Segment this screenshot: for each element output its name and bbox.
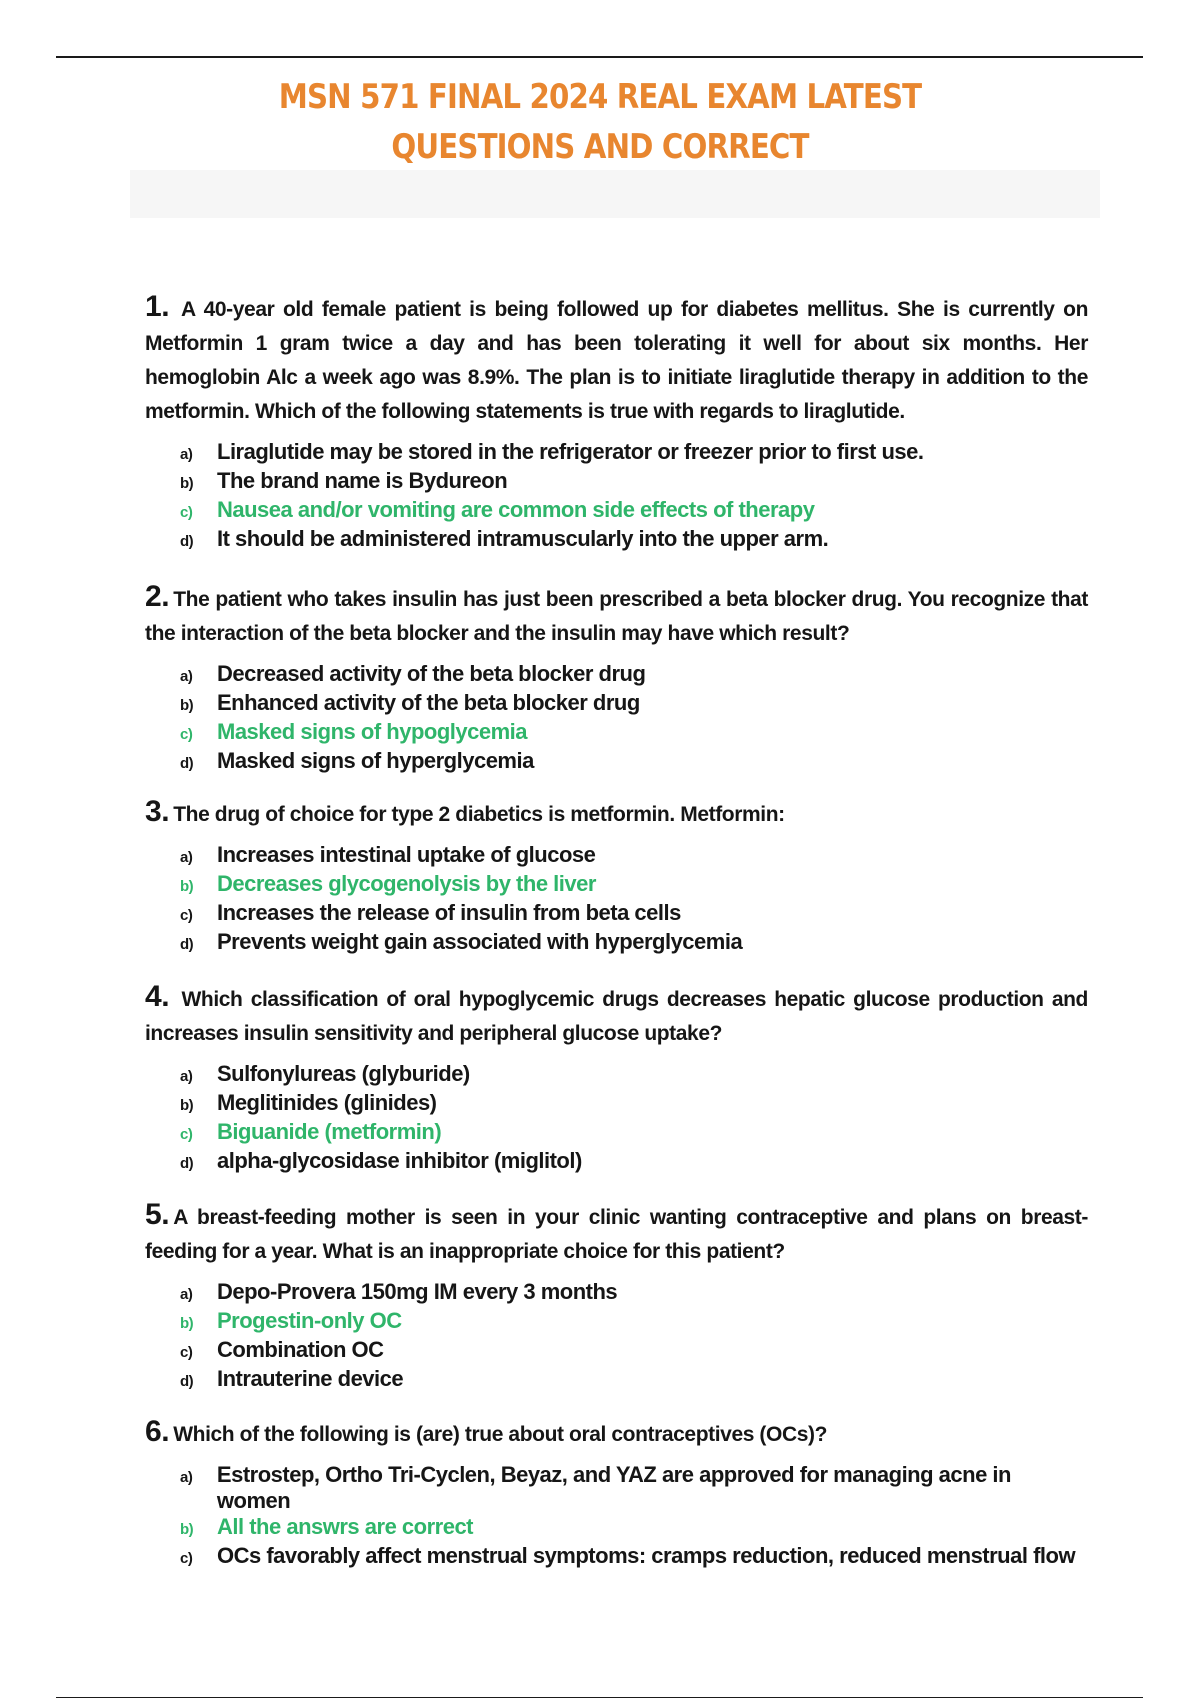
title-line-1: MSN 571 FINAL 2024 REAL EXAM LATEST QUESTIONS AND CORRECT	[278, 77, 922, 167]
option-letter: a)	[180, 1469, 193, 1486]
question-3-option-b-correct	[180, 871, 1088, 900]
question-6-options	[180, 1462, 1088, 1572]
option-letter: d)	[180, 936, 194, 953]
question-6-text: Which of the following is (are) true about oral contraceptives (OCs)?	[173, 1423, 828, 1446]
option-text: Progestin-only OC	[217, 1308, 402, 1333]
option-text: Combination OC	[217, 1337, 384, 1362]
question-1-option-a	[180, 439, 1088, 468]
bottom-rule	[56, 1697, 1143, 1698]
option-letter: d)	[180, 533, 194, 550]
option-letter: b)	[180, 1521, 194, 1538]
question-5-text: A breast-feeding mother is seen in your clinic wanting contraceptive and plans on breast-feeding for a year. What is an inappropriate choice for this patient?	[145, 1206, 1088, 1263]
question-4-number: 4.	[145, 980, 170, 1013]
question-5-options	[180, 1279, 1088, 1395]
option-letter: c)	[180, 726, 193, 743]
option-letter: b)	[180, 878, 194, 895]
option-letter: d)	[180, 755, 194, 772]
option-text: Increases intestinal uptake of glucose	[217, 842, 596, 867]
option-text: alpha-glycosidase inhibitor (miglitol)	[217, 1148, 582, 1173]
option-letter: c)	[180, 504, 193, 521]
option-letter: a)	[180, 668, 193, 685]
question-4-option-c-correct	[180, 1119, 1088, 1148]
question-2-option-d	[180, 748, 1088, 777]
question-2	[145, 580, 1088, 777]
question-5-option-a	[180, 1279, 1088, 1308]
option-letter: b)	[180, 475, 194, 492]
question-6-number: 6.	[145, 1415, 170, 1448]
question-4-option-a	[180, 1061, 1088, 1090]
option-text: Estrostep, Ortho Tri-Cyclen, Beyaz, and YAZ are approved for managing acne in women	[216, 1462, 1011, 1513]
option-letter: a)	[180, 1286, 193, 1303]
option-letter: c)	[180, 907, 193, 924]
option-text: Masked signs of hypoglycemia	[217, 719, 527, 744]
question-3-text: The drug of choice for type 2 diabetics is metformin. Metformin:	[173, 803, 785, 826]
option-letter: a)	[180, 446, 193, 463]
question-1	[145, 290, 1088, 555]
question-3-stem	[145, 795, 1088, 832]
option-letter: c)	[180, 1344, 193, 1361]
option-letter: c)	[180, 1126, 193, 1143]
option-text: Depo-Provera 150mg IM every 3 months	[217, 1279, 618, 1304]
option-text: Prevents weight gain associated with hyperglycemia	[217, 929, 743, 954]
question-1-option-b	[180, 468, 1088, 497]
question-1-option-d	[180, 526, 1088, 555]
option-letter: b)	[180, 1315, 194, 1332]
question-5-stem	[145, 1198, 1088, 1269]
option-text: The brand name is Bydureon	[217, 468, 508, 493]
question-4-option-b	[180, 1090, 1088, 1119]
question-5-option-b-correct	[180, 1308, 1088, 1337]
question-3	[145, 795, 1088, 958]
option-text: Liraglutide may be stored in the refrigerator or freezer prior to first use.	[217, 439, 924, 464]
question-1-text: A 40-year old female patient is being followed up for diabetes mellitus. She is currently on Metformin 1 gram twice a day and has been tolerating it well for about six months. Her hemoglobin Alc a week ago was 8.9%. The plan is to initiate liraglutide therapy in addition to the metformin. Which of the following statements is true with regards to liraglutide.	[145, 298, 1088, 423]
question-5-option-c	[180, 1337, 1088, 1366]
option-letter: b)	[180, 1097, 194, 1114]
option-text: All the answrs are correct	[217, 1514, 474, 1539]
question-2-text: The patient who takes insulin has just been prescribed a beta blocker drug. You recognize that the interaction of the beta blocker and the insulin may have which result?	[145, 588, 1088, 645]
question-3-option-d	[180, 929, 1088, 958]
question-6	[145, 1415, 1088, 1572]
option-letter: c)	[180, 1550, 193, 1567]
question-4	[145, 980, 1088, 1177]
option-letter: d)	[180, 1373, 194, 1390]
option-text: Biguanide (metformin)	[217, 1119, 442, 1144]
question-2-number: 2.	[145, 580, 170, 613]
option-text: Sulfonylureas (glyburide)	[217, 1061, 470, 1086]
question-3-option-a	[180, 842, 1088, 871]
option-letter: a)	[180, 1068, 193, 1085]
question-2-option-a	[180, 661, 1088, 690]
question-2-stem	[145, 580, 1088, 651]
option-letter: a)	[180, 849, 193, 866]
question-4-option-d	[180, 1148, 1088, 1177]
question-3-options	[180, 842, 1088, 958]
option-text: Masked signs of hyperglycemia	[217, 748, 534, 773]
question-1-options	[180, 439, 1088, 555]
option-text: Enhanced activity of the beta blocker drug	[217, 690, 640, 715]
option-text: Intrauterine device	[217, 1366, 404, 1391]
question-5-number: 5.	[145, 1198, 170, 1231]
question-6-option-a	[180, 1462, 1088, 1514]
option-text: Nausea and/or vomiting are common side effects of therapy	[217, 497, 815, 522]
question-2-options	[180, 661, 1088, 777]
option-letter: b)	[180, 697, 194, 714]
question-2-option-b	[180, 690, 1088, 719]
option-letter: d)	[180, 1155, 194, 1172]
question-1-number: 1.	[145, 290, 170, 323]
option-text: It should be administered intramuscularly into the upper arm.	[217, 526, 829, 551]
option-text: Decreased activity of the beta blocker drug	[217, 661, 646, 686]
question-6-stem	[145, 1415, 1088, 1452]
question-3-option-c	[180, 900, 1088, 929]
question-6-option-c	[180, 1543, 1088, 1572]
question-5-option-d	[180, 1366, 1088, 1395]
top-rule	[56, 56, 1143, 58]
title-shade-band	[130, 170, 1100, 218]
question-1-stem	[145, 290, 1088, 429]
question-4-options	[180, 1061, 1088, 1177]
question-2-option-c-correct	[180, 719, 1088, 748]
question-4-text: Which classification of oral hypoglycemic drugs decreases hepatic glucose production and increases insulin sensitivity and peripheral glucose uptake?	[145, 988, 1088, 1045]
option-text: Meglitinides (glinides)	[217, 1090, 437, 1115]
question-5	[145, 1198, 1088, 1395]
question-3-number: 3.	[145, 795, 170, 828]
option-text: Decreases glycogenolysis by the liver	[217, 871, 596, 896]
option-text: OCs favorably affect menstrual symptoms: cramps reduction, reduced menstrual flow	[217, 1543, 1076, 1568]
option-text: Increases the release of insulin from beta cells	[217, 900, 681, 925]
question-4-stem	[145, 980, 1088, 1051]
question-1-option-c-correct	[180, 497, 1088, 526]
question-6-option-b-correct	[180, 1514, 1088, 1543]
